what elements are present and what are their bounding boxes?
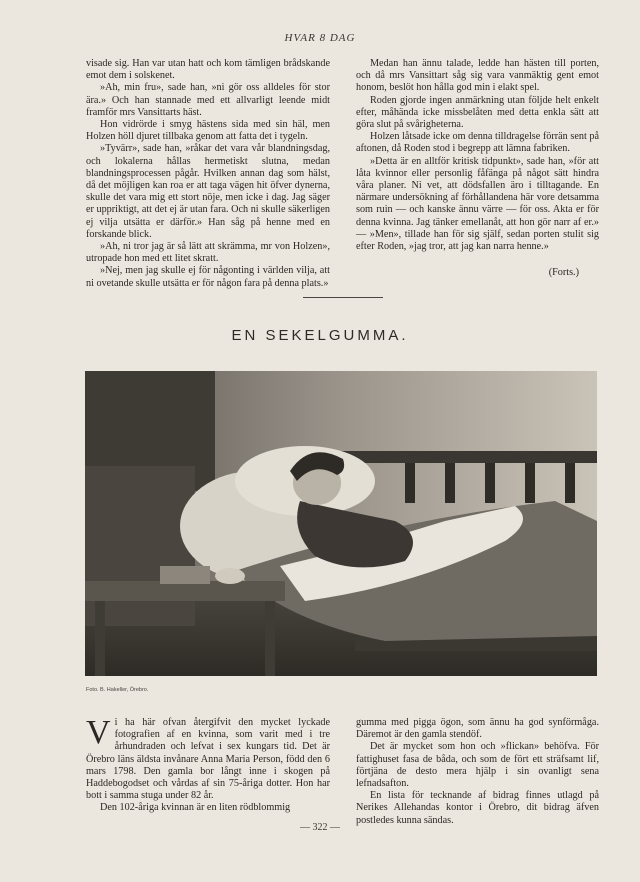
article-left-column bbox=[86, 714, 330, 815]
paragraph: »Ah, ni tror jag är så lätt att skrämma, mr von Holzen», utropade hon med ett litet skratt. bbox=[86, 241, 330, 265]
paragraph: Hon vidrörde i smyg hästens sida med sin häl, men Holzen höll djuret tillbaka genom att fatta det i tygeln. bbox=[86, 119, 330, 143]
paragraph: »Ah, min fru», sade han, »ni gör oss alldeles för stor ära.» Och han stannade med ett allvarligt leende midt framför mrs Vansittarts häst. bbox=[86, 82, 330, 118]
paragraph: Medan han ännu talade, ledde han hästen till porten, och då mrs Vansittart såg sig vara vanmäktig gent emot honom, beslöt hon hålla god min i elakt spel. bbox=[356, 58, 599, 94]
page-number: — 322 — bbox=[300, 822, 340, 833]
paragraph-first bbox=[86, 714, 330, 802]
article-right-column bbox=[356, 717, 599, 827]
paragraph: Det är mycket som hon och »flickan» behöfva. För fattighuset fasa de båda, och som de fört ett sträfsamt lif, förtjäna de desto mera hjälp i sin ovanligt sena lefnadsafton. bbox=[356, 741, 599, 790]
paragraph: Holzen låtsade icke om denna tilldragelse förrän sent på aftonen, då Roden stod i begrepp att lämna fabriken. bbox=[356, 131, 599, 155]
article-title: EN SEKELGUMMA. bbox=[231, 327, 409, 344]
paragraph: Roden gjorde ingen anmärkning utan följde helt enkelt efter, måhända icke missbelåten med detta enkla sätt att göra slut på svårigheterna. bbox=[356, 94, 599, 131]
photo-credit: Foto. B. Hakeller, Örebro. bbox=[86, 687, 149, 693]
paragraph: »Nej, men jag skulle ej för någonting i världen vilja, att ni ovetande skulle utsätta er för någon fara på denna plats.» bbox=[86, 265, 330, 289]
story-left-column bbox=[86, 58, 330, 290]
paragraph: visade sig. Han var utan hatt och kom tämligen brådskande emot dem i solskenet. bbox=[86, 58, 330, 82]
photo-illustration bbox=[85, 371, 597, 676]
drop-cap: V bbox=[86, 714, 111, 751]
paragraph: En lista för tecknande af bidrag finnes utlagd på Nerikes Allehandas kontor i Örebro, dit bidrag äfven postledes kunna sändas. bbox=[356, 790, 599, 826]
running-head: HVAR 8 DAG bbox=[284, 32, 356, 44]
paragraph-text: i ha här ofvan återgifvit den mycket lyckade fotografien af en kvinna, som varit med i tre århundraden och lefvat i sex kungars tid. Det är Örebro läns äldsta invånare Anna Maria Person, född den 6 mars 1798. Den gamla bor långt inne i skogen på Haddebogodset och vårdas af sin 75-åriga dotter. Hon har bott i samma stuga under 82 år. bbox=[86, 717, 330, 802]
article-photo bbox=[85, 371, 597, 676]
paragraph: Den 102-åriga kvinnan är en liten rödblommig bbox=[100, 802, 291, 814]
paragraph: gumma med pigga ögon, som ännu ha god synförmåga. Däremot är den gamla stendöf. bbox=[356, 717, 599, 741]
continued-note: (Forts.) bbox=[548, 267, 579, 279]
paragraph: »Detta är en alltför kritisk tidpunkt», sade han, »för att låta kvinnor eller personlig fåfänga på något sätt hindra våra planer. Ni vet, att dödsfallen äro i tilltagande. En närmare undersökning af förhållandena här vore detsamma som ruin — och kanske ännu värre — för oss. Akta er för denna kvinna. Jag tänker emellanåt, att hon gör narr af er.» — »Men», tillade han för sig själf, sedan porten stulit sig efter Roden, »jag tror, att jag kan narra henne.» bbox=[356, 155, 599, 253]
section-divider bbox=[303, 297, 383, 298]
paragraph: »Tyvärr», sade han, »råkar det vara vår blandningsdag, och lokalerna hållas hermetiskt slutna, medan blandningsprocessen pågår. Hvilken annan dag som hälst, då det möjligen kan roa er att taga vägen hit öfver dynerna, skulle det vara mig ett stort nöje, men icke i dag. Jag säger er uppriktigt, att det ej är utan fara. Och ni skulle säkerligen ej vilja utsätta er därför.» Han såg på henne med en forskande blick. bbox=[86, 143, 330, 240]
story-right-column bbox=[356, 58, 599, 279]
